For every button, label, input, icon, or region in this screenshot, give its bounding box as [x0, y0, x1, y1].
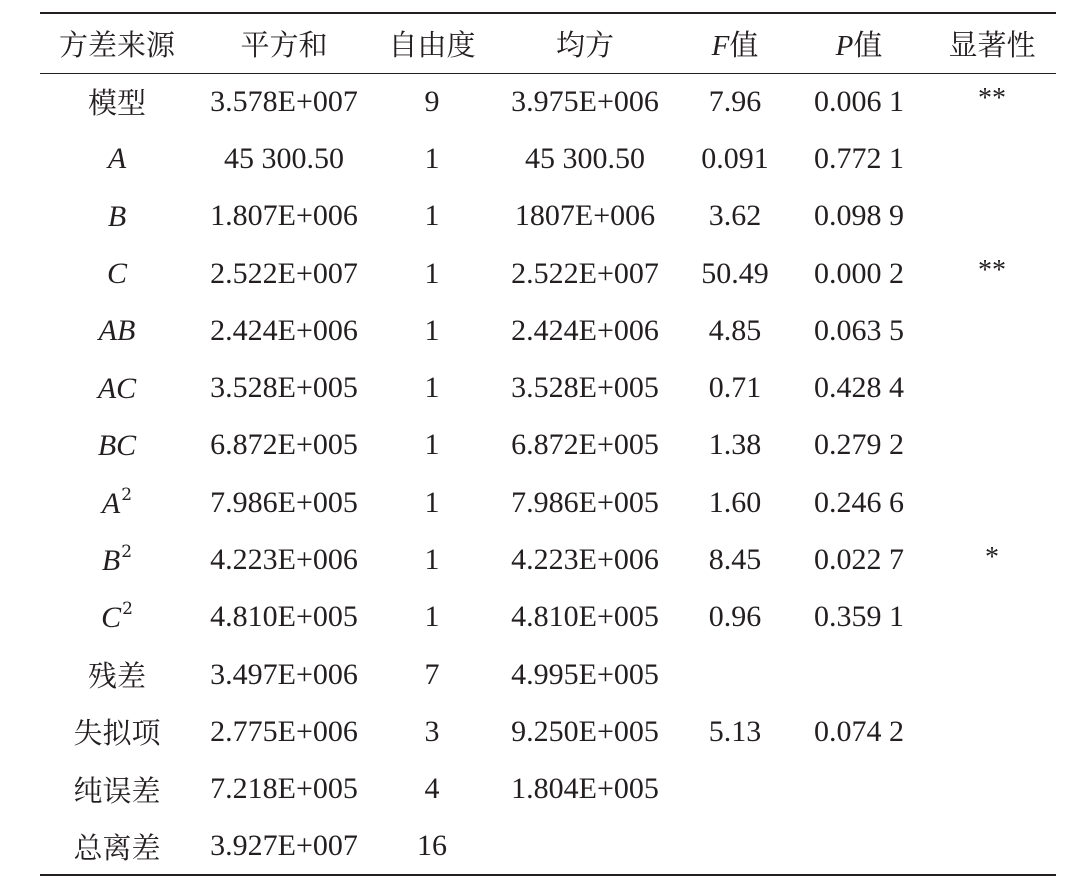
cell-mean-square: 2.424E+006	[511, 313, 659, 347]
source-label: C	[101, 601, 122, 635]
cell-significance	[928, 302, 1056, 359]
cell-p-value: 0.279 2	[814, 428, 904, 462]
table-row	[40, 703, 1056, 760]
cell-significance	[928, 531, 1056, 588]
cell-significance	[928, 130, 1056, 187]
source-label: AC	[97, 371, 137, 405]
cell-degrees-of-freedom: 3	[424, 714, 440, 748]
table-row	[40, 531, 1056, 588]
header-degrees-of-freedom: 自由度	[374, 13, 490, 73]
cell-degrees-of-freedom: 1	[424, 256, 440, 290]
cell-f-value: 7.96	[708, 84, 762, 118]
cell-degrees-of-freedom: 1	[424, 600, 440, 634]
cell-degrees-of-freedom: 7	[424, 657, 440, 691]
cell-mean-square: 1.804E+005	[511, 772, 659, 806]
cell-mean-square: 2.522E+007	[511, 256, 659, 290]
cell-source	[40, 245, 194, 302]
cell-significance	[928, 188, 1056, 245]
cell-p-value: 0.772 1	[814, 141, 904, 175]
source-label: BC	[97, 428, 137, 462]
header-f-suffix: 值	[729, 27, 759, 62]
cell-sum-of-squares: 7.218E+005	[210, 772, 358, 806]
source-exponent: 2	[121, 542, 133, 563]
cell-source	[40, 474, 194, 531]
significance-marker: **	[978, 255, 1006, 287]
cell-f-value: 5.13	[708, 714, 762, 748]
cell-source	[40, 302, 194, 359]
cell-sum-of-squares: 1.807E+006	[210, 199, 358, 233]
cell-mean-square: 3.975E+006	[511, 84, 659, 118]
source-label: B	[107, 199, 127, 233]
header-p-value	[790, 13, 928, 73]
header-p-symbol: P	[835, 29, 854, 62]
source-label: 残差	[87, 659, 146, 694]
cell-mean-square: 1807E+006	[514, 199, 656, 233]
cell-source	[40, 531, 194, 588]
cell-mean-square: 3.528E+005	[511, 371, 659, 405]
header-row	[40, 13, 1056, 73]
cell-p-value: 0.359 1	[814, 600, 904, 634]
table-row	[40, 130, 1056, 187]
cell-source	[40, 417, 194, 474]
cell-p-value: 0.006 1	[814, 84, 904, 118]
cell-f-value: 1.38	[708, 428, 762, 462]
cell-sum-of-squares: 2.775E+006	[210, 714, 358, 748]
cell-source	[40, 130, 194, 187]
source-label: A	[101, 486, 121, 520]
cell-p-value	[790, 646, 928, 703]
cell-mean-square: 9.250E+005	[511, 714, 659, 748]
table-row	[40, 188, 1056, 245]
table-row	[40, 589, 1056, 646]
source-label: A	[107, 142, 127, 176]
table-row	[40, 302, 1056, 359]
source-label: 总离差	[73, 830, 161, 865]
cell-degrees-of-freedom: 1	[424, 485, 440, 519]
cell-significance	[928, 589, 1056, 646]
source-label: AB	[98, 314, 136, 348]
cell-mean-square: 7.986E+005	[511, 485, 659, 519]
cell-p-value	[790, 761, 928, 818]
significance-marker: **	[978, 83, 1006, 115]
cell-significance	[928, 818, 1056, 875]
cell-f-value: 50.49	[701, 256, 769, 290]
cell-degrees-of-freedom: 16	[374, 818, 490, 875]
cell-sum-of-squares: 4.810E+005	[210, 600, 358, 634]
header-sum-of-squares: 平方和	[194, 13, 374, 73]
significance-marker: *	[985, 541, 999, 573]
header-p-suffix: 值	[853, 27, 883, 62]
table-header	[40, 13, 1056, 73]
cell-significance	[928, 245, 1056, 302]
header-mean-square: 均方	[490, 13, 680, 73]
cell-f-value	[680, 761, 790, 818]
source-label: 纯误差	[73, 773, 161, 808]
cell-degrees-of-freedom: 1	[424, 428, 440, 462]
cell-f-value	[680, 646, 790, 703]
cell-p-value: 0.063 5	[814, 313, 904, 347]
cell-f-value: 0.091	[701, 141, 769, 175]
cell-f-value: 4.85	[708, 313, 762, 347]
source-label: 模型	[87, 86, 146, 121]
cell-p-value: 0.074 2	[814, 714, 904, 748]
table-row	[40, 761, 1056, 818]
cell-degrees-of-freedom: 1	[424, 371, 440, 405]
cell-f-value: 0.96	[708, 600, 762, 634]
cell-f-value: 1.60	[708, 485, 762, 519]
cell-sum-of-squares: 6.872E+005	[210, 428, 358, 462]
table-row	[40, 245, 1056, 302]
header-f-value	[680, 13, 790, 73]
cell-source	[40, 73, 194, 130]
cell-significance	[928, 73, 1056, 130]
cell-mean-square: 4.223E+006	[511, 543, 659, 577]
cell-mean-square: 4.995E+005	[511, 657, 659, 691]
cell-source	[40, 703, 194, 760]
cell-degrees-of-freedom: 4	[424, 772, 440, 806]
table-row	[40, 359, 1056, 416]
cell-sum-of-squares: 4.223E+006	[210, 543, 358, 577]
table-row	[40, 818, 1056, 875]
cell-significance	[928, 417, 1056, 474]
cell-f-value	[680, 818, 790, 875]
cell-mean-square	[490, 818, 680, 875]
cell-sum-of-squares: 3.578E+007	[210, 84, 358, 118]
header-source: 方差来源	[40, 13, 194, 73]
cell-degrees-of-freedom: 1	[424, 313, 440, 347]
cell-source	[40, 359, 194, 416]
table-row	[40, 646, 1056, 703]
cell-significance	[928, 474, 1056, 531]
cell-source	[40, 646, 194, 703]
cell-degrees-of-freedom: 1	[424, 543, 440, 577]
table-body	[40, 73, 1056, 875]
cell-degrees-of-freedom: 9	[424, 84, 440, 118]
cell-sum-of-squares: 7.986E+005	[210, 485, 358, 519]
table-row	[40, 417, 1056, 474]
table-row	[40, 474, 1056, 531]
cell-sum-of-squares: 2.424E+006	[210, 313, 358, 347]
anova-table-container	[40, 12, 1056, 876]
cell-degrees-of-freedom: 1	[424, 199, 440, 233]
cell-degrees-of-freedom: 1	[424, 141, 440, 175]
cell-f-value: 0.71	[708, 371, 762, 405]
cell-sum-of-squares: 3.497E+006	[210, 657, 358, 691]
cell-significance	[928, 359, 1056, 416]
cell-mean-square: 4.810E+005	[511, 600, 659, 634]
cell-significance	[928, 646, 1056, 703]
cell-source	[40, 818, 194, 875]
source-exponent: 2	[121, 484, 133, 505]
cell-sum-of-squares: 45 300.50	[224, 141, 344, 175]
cell-p-value: 0.098 9	[814, 199, 904, 233]
cell-sum-of-squares: 2.522E+007	[210, 256, 358, 290]
cell-f-value: 8.45	[708, 543, 762, 577]
source-label: 失拟项	[73, 716, 161, 751]
cell-sum-of-squares: 3.528E+005	[210, 371, 358, 405]
source-label: B	[101, 544, 121, 578]
cell-p-value: 0.428 4	[814, 371, 904, 405]
cell-p-value: 0.246 6	[814, 485, 904, 519]
header-f-symbol: F	[711, 29, 730, 62]
cell-source	[40, 761, 194, 818]
cell-p-value	[790, 818, 928, 875]
cell-significance	[928, 761, 1056, 818]
cell-source	[40, 589, 194, 646]
anova-table	[40, 12, 1056, 876]
cell-significance	[928, 703, 1056, 760]
cell-mean-square: 45 300.50	[525, 141, 645, 175]
cell-p-value: 0.000 2	[814, 256, 904, 290]
cell-p-value: 0.022 7	[814, 543, 904, 577]
cell-source	[40, 188, 194, 245]
table-row	[40, 73, 1056, 130]
cell-sum-of-squares: 3.927E+007	[194, 818, 374, 875]
source-exponent: 2	[122, 599, 133, 620]
header-significance: 显著性	[928, 13, 1056, 73]
cell-f-value: 3.62	[708, 199, 762, 233]
source-label: C	[106, 257, 127, 291]
cell-mean-square: 6.872E+005	[511, 428, 659, 462]
